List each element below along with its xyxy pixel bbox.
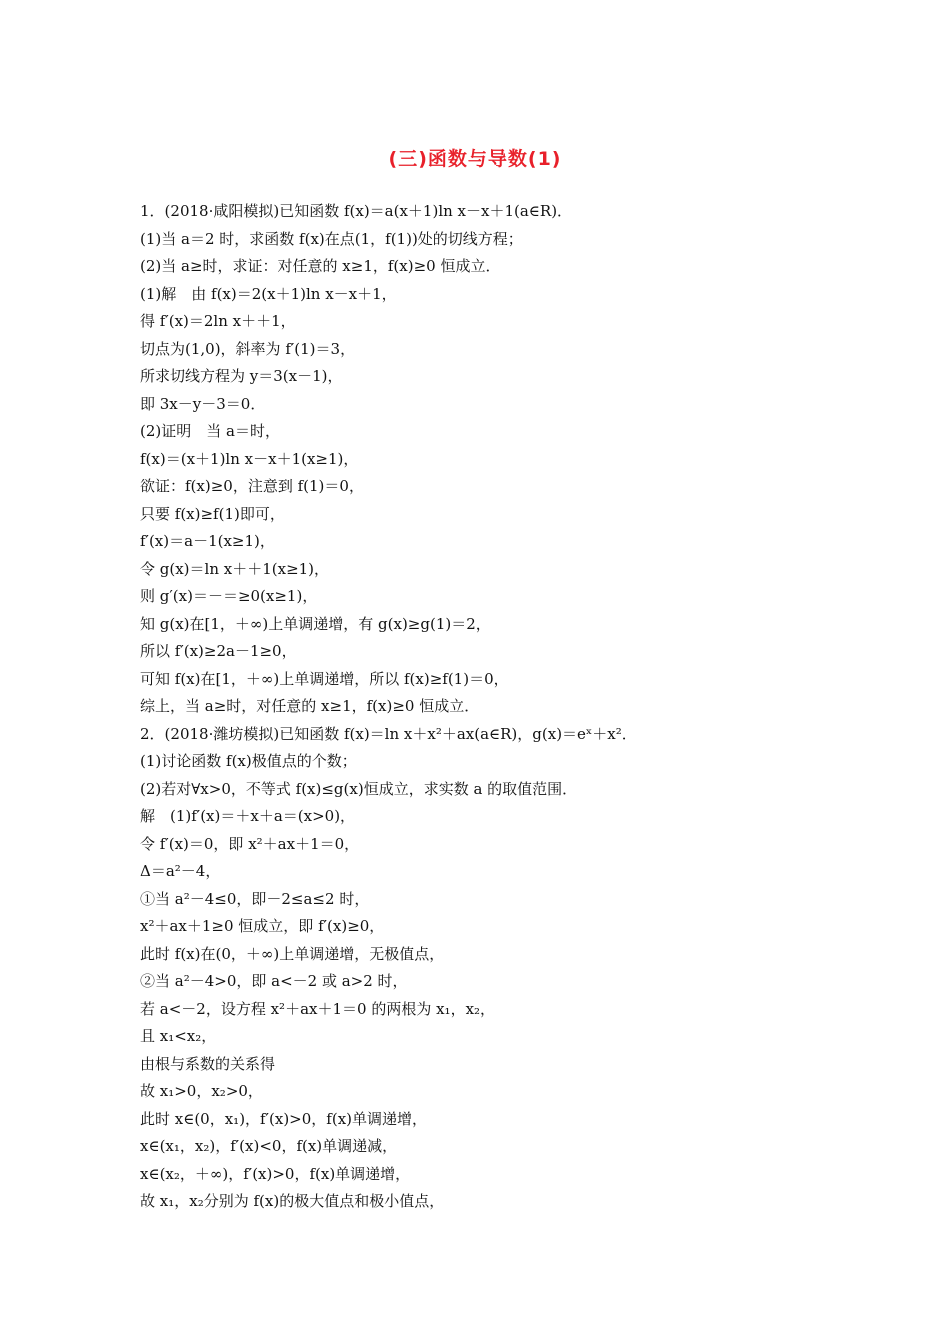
document-body xyxy=(140,198,840,1216)
text-line: 切点为(1,0)，斜率为 f′(1)＝3， xyxy=(140,339,356,358)
text-line: 故 x₁，x₂分别为 f(x)的极大值点和极小值点， xyxy=(140,1192,445,1210)
text-line: 令 f′(x)＝0，即 x²＋ax＋1＝0， xyxy=(140,834,360,853)
text-line: 则 g′(x)＝－＝≥0(x≥1)， xyxy=(140,587,318,605)
text-line: (2)若对∀x>0，不等式 f(x)≤g(x)恒成立，求实数 a 的取值范围． xyxy=(140,779,578,798)
text-line: 2．(2018·潍坊模拟)已知函数 f(x)＝ln x＋x²＋ax(a∈R)，g(x)＝eˣ＋x²． xyxy=(140,724,637,743)
text-line: x²＋ax＋1≥0 恒成立，即 f′(x)≥0， xyxy=(140,917,385,935)
text-line: Δ＝a²－4， xyxy=(140,862,221,880)
text-line: 欲证：f(x)≥0，注意到 f(1)＝0， xyxy=(140,477,364,495)
text-line: 即 3x－y－3＝0． xyxy=(140,394,266,413)
text-line: 若 a<－2，设方程 x²＋ax＋1＝0 的两根为 x₁，x₂， xyxy=(140,999,496,1018)
text-line: 解 (1)f′(x)＝＋x＋a＝(x>0)， xyxy=(140,807,356,825)
text-line: (2)证明 当 a＝时， xyxy=(140,422,280,440)
text-line: f(x)＝(x＋1)ln x－x＋1(x≥1)， xyxy=(140,449,359,468)
text-line: 且 x₁<x₂， xyxy=(140,1027,217,1045)
text-line: (2)当 a≥时，求证：对任意的 x≥1，f(x)≥0 恒成立． xyxy=(140,257,501,275)
page-title: (三)函数与导数(1) xyxy=(388,148,562,170)
text-line: (1)讨论函数 f(x)极值点的个数； xyxy=(140,752,357,770)
text-line: f′(x)＝a－1(x≥1)， xyxy=(140,532,275,550)
text-line: (1)解 由 f(x)＝2(x＋1)ln x－x＋1， xyxy=(140,284,397,303)
text-line: 综上，当 a≥时，对任意的 x≥1，f(x)≥0 恒成立． xyxy=(140,697,480,715)
text-line: 此时 f(x)在(0，＋∞)上单调递增，无极值点， xyxy=(140,944,445,963)
text-line: (1)当 a＝2 时，求函数 f(x)在点(1，f(1))处的切线方程； xyxy=(140,229,523,248)
text-line: ①当 a²－4≤0，即－2≤a≤2 时， xyxy=(140,889,370,908)
text-line: 故 x₁>0，x₂>0， xyxy=(140,1082,263,1100)
text-line: 所求切线方程为 y＝3(x－1)， xyxy=(140,367,343,385)
text-line: 此时 x∈(0，x₁)，f′(x)>0，f(x)单调递增， xyxy=(140,1109,428,1128)
text-line: x∈(x₁，x₂)，f′(x)<0，f(x)单调递减， xyxy=(140,1137,398,1155)
text-line: ②当 a²－4>0，即 a<－2 或 a>2 时， xyxy=(140,972,408,990)
text-line: 知 g(x)在[1，＋∞)上单调递增，有 g(x)≥g(1)＝2， xyxy=(140,614,491,633)
text-line: 令 g(x)＝ln x＋＋1(x≥1)， xyxy=(140,559,330,578)
text-line: 所以 f′(x)≥2a－1≥0， xyxy=(140,642,297,660)
text-line: 由根与系数的关系得 xyxy=(140,1054,276,1073)
text-line: x∈(x₂，＋∞)，f′(x)>0，f(x)单调递增， xyxy=(140,1164,411,1183)
text-line: 得 f′(x)＝2ln x＋＋1， xyxy=(140,312,296,330)
text-line: 可知 f(x)在[1，＋∞)上单调递增，所以 f(x)≥f(1)＝0， xyxy=(140,669,509,688)
text-line: 只要 f(x)≥f(1)即可， xyxy=(140,504,285,523)
text-line: 1．(2018·咸阳模拟)已知函数 f(x)＝a(x＋1)ln x－x＋1(a∈R)． xyxy=(140,202,573,220)
